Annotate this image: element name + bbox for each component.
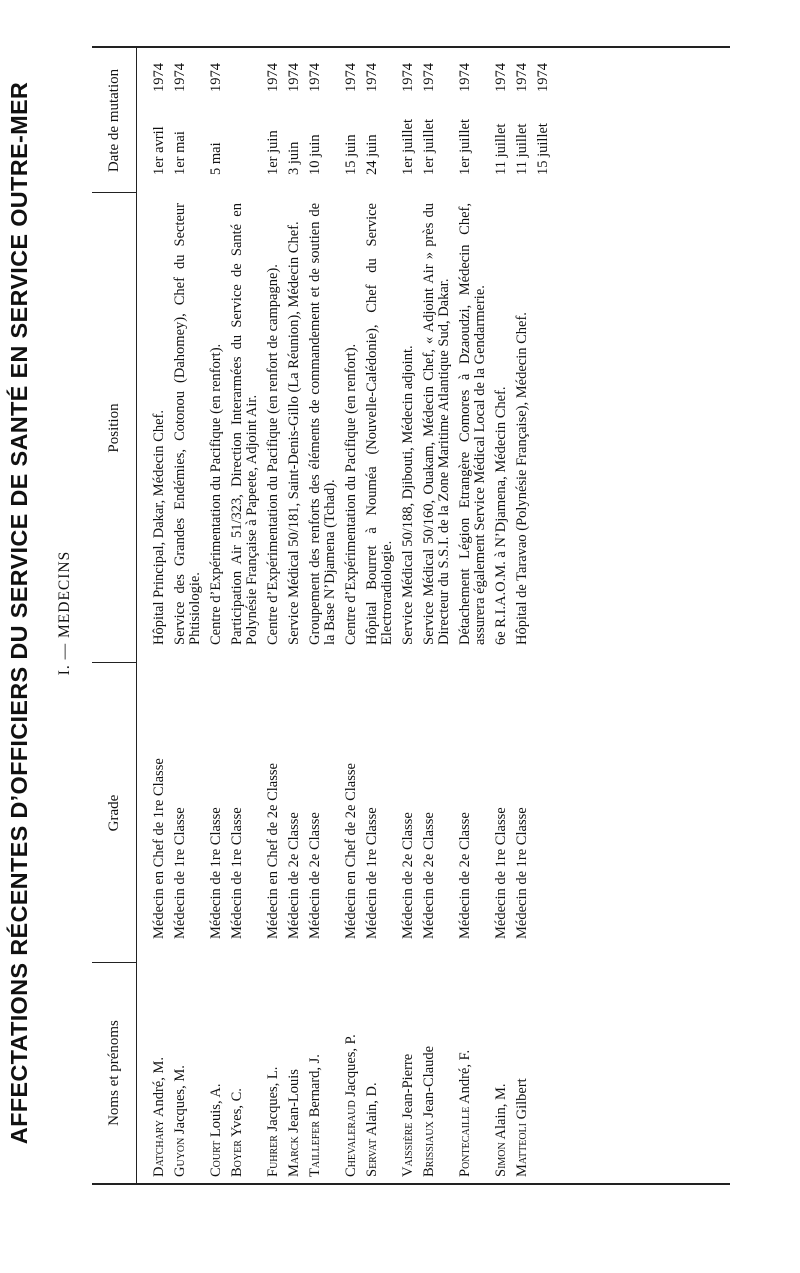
- table-header: [92, 48, 137, 1183]
- table-body: [152, 48, 557, 1183]
- header-position: Position: [106, 403, 122, 453]
- table-row: [287, 48, 302, 1183]
- transfer-day: 1er avril: [151, 126, 167, 175]
- officer-position: [536, 193, 551, 663]
- officer-name: [173, 963, 203, 1183]
- transfer-day: 1er juillet: [421, 119, 437, 175]
- last-name: Simon: [493, 1142, 509, 1177]
- transfer-date: [422, 48, 452, 193]
- first-name: André, M.: [151, 1057, 167, 1118]
- officer-grade: Médecin de 1re Classe: [208, 807, 224, 939]
- last-name: Guyon: [172, 1137, 188, 1177]
- first-name: Alain, D.: [364, 1082, 380, 1136]
- first-name: Jean-Pierre: [400, 1053, 416, 1119]
- table-row: [536, 48, 551, 1183]
- officer-grade: Médecin de 2e Classe: [286, 812, 302, 939]
- officer-position: Groupement des renforts des éléments de commandement et de soutien de la Base N’Djamena (Tchad).: [307, 203, 338, 645]
- officer-position: Service des Grandes Endémies, Cotonou (Dahomey), Chef du Secteur Phtisiologie.: [172, 203, 203, 645]
- transfer-date: [173, 48, 203, 193]
- table-row: [494, 48, 509, 1183]
- transfer-year: 1974: [172, 63, 188, 92]
- transfer-date: [401, 48, 416, 193]
- officer-position: Hôpital de Taravao (Polynésie Française), Médecin Chef.: [514, 312, 530, 645]
- first-name: Jacques, L.: [265, 1066, 281, 1132]
- officer-name: [308, 963, 338, 1183]
- table-row: [152, 48, 167, 1183]
- transfer-day: 11 juillet: [514, 123, 530, 175]
- officer-name: [152, 963, 167, 1183]
- officer-name: [209, 963, 224, 1183]
- first-name: Yves, C.: [229, 1088, 245, 1137]
- last-name: Court: [208, 1140, 224, 1177]
- table-row: [365, 48, 395, 1183]
- transfer-year: 1974: [265, 63, 281, 92]
- last-name: Fuhrer: [265, 1135, 281, 1177]
- transfer-date: [344, 48, 359, 193]
- transfer-year: 1974: [208, 63, 224, 92]
- officer-position: Centre d’Expérimentation du Pacifique (en renfort).: [208, 343, 224, 645]
- officer-position: Hôpital Bourret à Nouméa (Nouvelle-Calédonie), Chef du Service Electroradiologie.: [364, 203, 395, 645]
- transfer-date: [536, 48, 551, 193]
- last-name: Pontecaille: [457, 1106, 473, 1177]
- officer-name: [287, 963, 302, 1183]
- table-row: [266, 48, 281, 1183]
- transfer-day: 5 mai: [208, 142, 224, 175]
- transfer-year: 1974: [343, 63, 359, 92]
- transfer-year: [230, 48, 260, 92]
- transfer-day: 15 juin: [343, 134, 359, 175]
- transfer-day: [230, 92, 260, 175]
- officer-name: [422, 963, 452, 1183]
- transfer-day: 15 juillet: [535, 123, 551, 175]
- transfer-year: 1974: [364, 63, 380, 92]
- last-name: Servat: [364, 1138, 380, 1177]
- officer-position: Hôpital Principal, Dakar, Médecin Chef.: [151, 410, 167, 645]
- officer-name: [344, 963, 359, 1183]
- table-row: [344, 48, 359, 1183]
- table-row: [422, 48, 452, 1183]
- header-name: Noms et prénoms: [106, 1020, 122, 1126]
- officer-position: Service Médical 50/188, Djibouti, Médecin adjoint.: [400, 345, 416, 645]
- officer-position: Centre d’Expérimentation du Pacifique (en renfort de campagne).: [265, 264, 281, 645]
- section-heading: I. — MEDECINS: [56, 550, 73, 676]
- last-name: Marck: [286, 1136, 302, 1177]
- table-row: [401, 48, 416, 1183]
- transfer-day: 1er juin: [265, 130, 281, 175]
- first-name: Alain, M.: [493, 1083, 509, 1140]
- transfer-date: [365, 48, 395, 193]
- officer-grade: Médecin de 1re Classe: [364, 807, 380, 939]
- last-name: Taillefer: [307, 1120, 323, 1177]
- officer-name: [458, 963, 488, 1183]
- table-row: [458, 48, 488, 1183]
- header-divider: [92, 962, 136, 963]
- transfer-date: [458, 48, 488, 193]
- transfer-year: 1974: [307, 63, 323, 92]
- officer-position: Détachement Légion Etrangère Comores à Dzaoudzi, Médecin Chef, assurera également Service Médical Local de la Gendarmerie.: [457, 203, 488, 645]
- transfer-year: 1974: [151, 63, 167, 92]
- officer-grade: [536, 663, 551, 963]
- transfer-day: 1er juillet: [457, 119, 473, 175]
- officer-grade: Médecin de 2e Classe: [421, 812, 437, 939]
- transfer-day: 10 juin: [307, 134, 323, 175]
- table-row: [515, 48, 530, 1183]
- page-title: AFFECTATIONS RÉCENTES D’OFFICIERS DU SERVICE DE SANTÉ EN SERVICE OUTRE-MER: [6, 81, 32, 1145]
- officer-grade: Médecin de 1re Classe: [493, 807, 509, 939]
- header-divider: [92, 662, 136, 663]
- first-name: Jean-Claude: [421, 1045, 437, 1118]
- officer-name: [536, 963, 551, 1183]
- table-row: [230, 48, 260, 1183]
- officer-name: [365, 963, 395, 1183]
- last-name: Boyer: [229, 1140, 245, 1177]
- last-name: Brissiaux: [421, 1121, 437, 1177]
- assignments-table: [92, 46, 730, 1185]
- officer-name: [230, 963, 260, 1183]
- officer-position: Service Médical 50/181, Saint-Denis-Gillo (La Réunion), Médecin Chef.: [286, 221, 302, 645]
- table-row: [308, 48, 338, 1183]
- officer-grade: Médecin de 2e Classe: [457, 812, 473, 939]
- officer-grade: Médecin de 2e Classe: [400, 812, 416, 939]
- officer-name: [266, 963, 281, 1183]
- officer-grade: Médecin en Chef de 2e Classe: [343, 763, 359, 939]
- header-date: Date de mutation: [106, 68, 122, 173]
- transfer-day: 3 juin: [286, 141, 302, 175]
- transfer-date: [515, 48, 530, 193]
- transfer-date: [287, 48, 302, 193]
- first-name: Jacques, M.: [172, 1065, 188, 1135]
- transfer-day: 1er mai: [172, 131, 188, 175]
- first-name: Gilbert: [514, 1078, 530, 1120]
- transfer-date: [230, 48, 260, 193]
- last-name: Vaissière: [400, 1122, 416, 1177]
- officer-name: [515, 963, 530, 1183]
- first-name: Louis, A.: [208, 1083, 224, 1138]
- first-name: André, F.: [457, 1049, 473, 1104]
- transfer-date: [152, 48, 167, 193]
- officer-grade: Médecin en Chef de 1re Classe: [151, 758, 167, 939]
- transfer-day: 1er juillet: [400, 119, 416, 175]
- transfer-date: [308, 48, 338, 193]
- transfer-year: 1974: [535, 63, 551, 92]
- first-name: Jacques, P.: [343, 1034, 359, 1097]
- transfer-year: 1974: [457, 63, 473, 92]
- officer-position: Service Médical 50/160, Ouakam, Médecin Chef, « Adjoint Air » près du Directeur du S.S.I. de la Zone Maritime Atlantique Sud, Dakar.: [421, 203, 452, 645]
- officer-grade: Médecin en Chef de 2e Classe: [265, 763, 281, 939]
- transfer-year: 1974: [493, 63, 509, 92]
- transfer-date: [209, 48, 224, 193]
- officer-name: [401, 963, 416, 1183]
- officer-grade: Médecin de 1re Classe: [172, 807, 188, 939]
- last-name: Matteoli: [514, 1123, 530, 1177]
- transfer-day: 24 juin: [364, 134, 380, 175]
- first-name: Jean-Louis: [286, 1069, 302, 1133]
- officer-position: Participation Air 51/323, Direction Interarmées du Service de Santé en Polynésie Française à Papeete, Adjoint Air.: [229, 203, 260, 645]
- officer-position: 6e R.I.A.O.M. à N’Djamena, Médecin Chef.: [493, 386, 509, 645]
- transfer-year: 1974: [400, 63, 416, 92]
- transfer-date: [266, 48, 281, 193]
- table-row: [173, 48, 203, 1183]
- transfer-day: 11 juillet: [493, 123, 509, 175]
- transfer-year: 1974: [421, 63, 437, 92]
- officer-position: Centre d’Expérimentation du Pacifique (en renfort).: [343, 343, 359, 645]
- first-name: Bernard, J.: [307, 1054, 323, 1118]
- header-grade: Grade: [106, 794, 122, 832]
- officer-grade: Médecin de 1re Classe: [514, 807, 530, 939]
- last-name: Chevaleraud: [343, 1100, 359, 1177]
- transfer-year: 1974: [514, 63, 530, 92]
- officer-grade: Médecin de 2e Classe: [307, 812, 323, 939]
- transfer-year: 1974: [286, 63, 302, 92]
- table-row: [209, 48, 224, 1183]
- transfer-date: [494, 48, 509, 193]
- officer-name: [494, 963, 509, 1183]
- last-name: Datchary: [151, 1119, 167, 1177]
- header-divider: [92, 192, 136, 193]
- officer-grade: Médecin de 1re Classe: [229, 807, 245, 939]
